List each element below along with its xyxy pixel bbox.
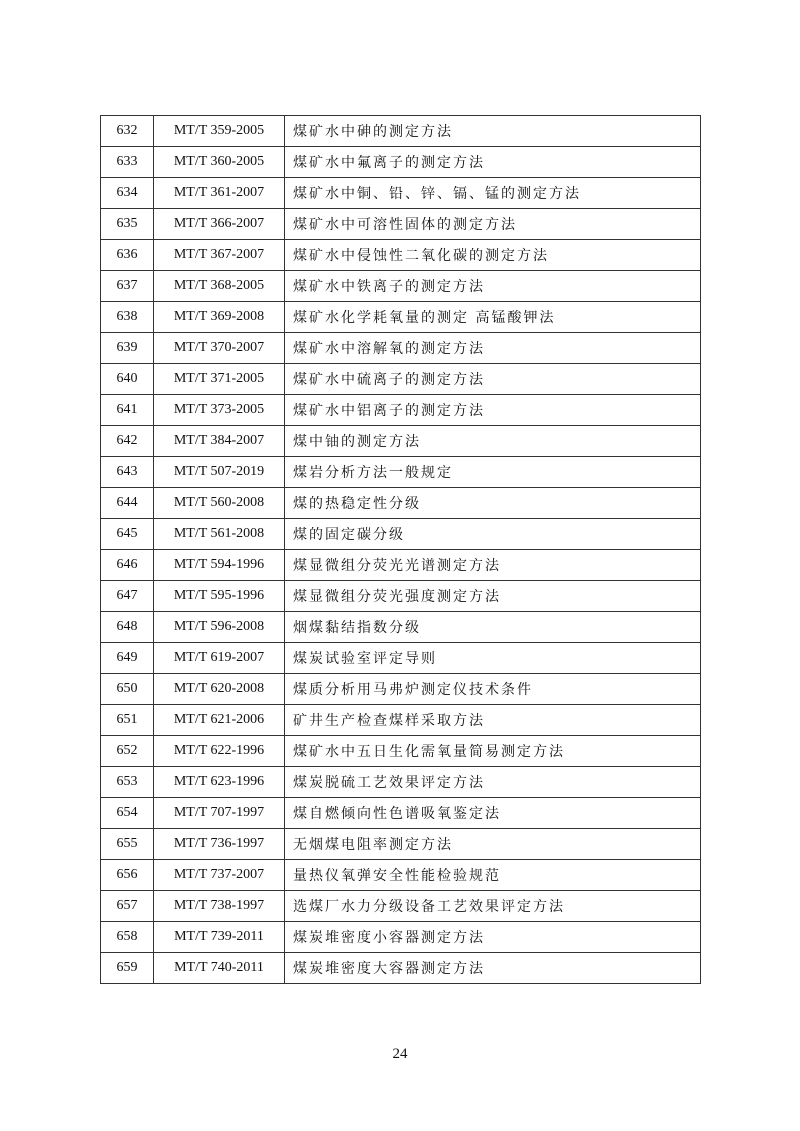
standard-code-cell: MT/T 560-2008 <box>154 488 285 519</box>
standard-title-cell: 无烟煤电阻率测定方法 <box>285 829 701 860</box>
standard-code-cell: MT/T 736-1997 <box>154 829 285 860</box>
table-row <box>101 488 701 519</box>
table-row <box>101 581 701 612</box>
row-number-cell: 647 <box>101 581 154 612</box>
standard-code-cell: MT/T 740-2011 <box>154 953 285 984</box>
standard-code-cell: MT/T 737-2007 <box>154 860 285 891</box>
row-number-cell: 646 <box>101 550 154 581</box>
standard-title-cell: 煤质分析用马弗炉测定仪技术条件 <box>285 674 701 705</box>
standard-title-cell: 煤矿水中铁离子的测定方法 <box>285 271 701 302</box>
row-number-cell: 645 <box>101 519 154 550</box>
row-number-cell: 640 <box>101 364 154 395</box>
standard-title-cell: 煤的热稳定性分级 <box>285 488 701 519</box>
standard-code-cell: MT/T 361-2007 <box>154 178 285 209</box>
table-row <box>101 457 701 488</box>
table-row <box>101 271 701 302</box>
row-number-cell: 653 <box>101 767 154 798</box>
table-row <box>101 519 701 550</box>
standard-title-cell: 量热仪氧弹安全性能检验规范 <box>285 860 701 891</box>
table-row <box>101 240 701 271</box>
row-number-cell: 654 <box>101 798 154 829</box>
standard-title-cell: 煤自燃倾向性色谱吸氧鉴定法 <box>285 798 701 829</box>
standard-code-cell: MT/T 360-2005 <box>154 147 285 178</box>
table-row <box>101 798 701 829</box>
standard-title-cell: 煤矿水中铜、铅、锌、镉、锰的测定方法 <box>285 178 701 209</box>
row-number-cell: 652 <box>101 736 154 767</box>
standard-title-cell: 煤炭脱硫工艺效果评定方法 <box>285 767 701 798</box>
standard-title-cell: 煤矿水中硫离子的测定方法 <box>285 364 701 395</box>
standard-title-cell: 煤矿水中溶解氧的测定方法 <box>285 333 701 364</box>
standard-title-cell: 煤矿水中铝离子的测定方法 <box>285 395 701 426</box>
table-row <box>101 209 701 240</box>
table-row <box>101 333 701 364</box>
standard-title-cell: 煤的固定碳分级 <box>285 519 701 550</box>
standard-code-cell: MT/T 507-2019 <box>154 457 285 488</box>
row-number-cell: 633 <box>101 147 154 178</box>
standard-code-cell: MT/T 373-2005 <box>154 395 285 426</box>
standard-title-cell: 矿井生产检查煤样采取方法 <box>285 705 701 736</box>
standard-code-cell: MT/T 367-2007 <box>154 240 285 271</box>
standard-code-cell: MT/T 622-1996 <box>154 736 285 767</box>
row-number-cell: 642 <box>101 426 154 457</box>
table-row <box>101 147 701 178</box>
table-row <box>101 922 701 953</box>
table-row <box>101 612 701 643</box>
row-number-cell: 637 <box>101 271 154 302</box>
row-number-cell: 644 <box>101 488 154 519</box>
standard-code-cell: MT/T 368-2005 <box>154 271 285 302</box>
standard-title-cell: 煤矿水化学耗氧量的测定 高锰酸钾法 <box>285 302 701 333</box>
standard-title-cell: 煤显微组分荧光光谱测定方法 <box>285 550 701 581</box>
standard-code-cell: MT/T 594-1996 <box>154 550 285 581</box>
standard-code-cell: MT/T 359-2005 <box>154 116 285 147</box>
table-row <box>101 550 701 581</box>
standard-title-cell: 煤矿水中氟离子的测定方法 <box>285 147 701 178</box>
standard-code-cell: MT/T 595-1996 <box>154 581 285 612</box>
standard-title-cell: 煤中铀的测定方法 <box>285 426 701 457</box>
standard-title-cell: 煤显微组分荧光强度测定方法 <box>285 581 701 612</box>
row-number-cell: 639 <box>101 333 154 364</box>
table-row <box>101 643 701 674</box>
standard-code-cell: MT/T 384-2007 <box>154 426 285 457</box>
standard-code-cell: MT/T 561-2008 <box>154 519 285 550</box>
table-row <box>101 891 701 922</box>
row-number-cell: 649 <box>101 643 154 674</box>
row-number-cell: 658 <box>101 922 154 953</box>
table-row <box>101 736 701 767</box>
row-number-cell: 648 <box>101 612 154 643</box>
standard-title-cell: 煤矿水中可溶性固体的测定方法 <box>285 209 701 240</box>
table-row <box>101 302 701 333</box>
row-number-cell: 632 <box>101 116 154 147</box>
table-row <box>101 829 701 860</box>
row-number-cell: 634 <box>101 178 154 209</box>
row-number-cell: 643 <box>101 457 154 488</box>
standard-code-cell: MT/T 707-1997 <box>154 798 285 829</box>
table-row <box>101 674 701 705</box>
standard-code-cell: MT/T 738-1997 <box>154 891 285 922</box>
table-row <box>101 426 701 457</box>
standards-table-body <box>101 116 701 984</box>
standard-code-cell: MT/T 596-2008 <box>154 612 285 643</box>
page-number: 24 <box>392 1046 408 1062</box>
standard-code-cell: MT/T 366-2007 <box>154 209 285 240</box>
row-number-cell: 636 <box>101 240 154 271</box>
row-number-cell: 651 <box>101 705 154 736</box>
standard-code-cell: MT/T 619-2007 <box>154 643 285 674</box>
standard-code-cell: MT/T 739-2011 <box>154 922 285 953</box>
row-number-cell: 659 <box>101 953 154 984</box>
standard-title-cell: 煤炭堆密度小容器测定方法 <box>285 922 701 953</box>
standard-title-cell: 煤炭堆密度大容器测定方法 <box>285 953 701 984</box>
row-number-cell: 641 <box>101 395 154 426</box>
row-number-cell: 656 <box>101 860 154 891</box>
standard-title-cell: 选煤厂水力分级设备工艺效果评定方法 <box>285 891 701 922</box>
standard-title-cell: 煤岩分析方法一般规定 <box>285 457 701 488</box>
table-row <box>101 860 701 891</box>
row-number-cell: 655 <box>101 829 154 860</box>
standard-title-cell: 煤炭试验室评定导则 <box>285 643 701 674</box>
table-row <box>101 953 701 984</box>
table-row <box>101 364 701 395</box>
standards-table <box>100 115 701 984</box>
standard-code-cell: MT/T 623-1996 <box>154 767 285 798</box>
standard-code-cell: MT/T 369-2008 <box>154 302 285 333</box>
row-number-cell: 650 <box>101 674 154 705</box>
row-number-cell: 635 <box>101 209 154 240</box>
standard-code-cell: MT/T 370-2007 <box>154 333 285 364</box>
standard-code-cell: MT/T 620-2008 <box>154 674 285 705</box>
table-row <box>101 116 701 147</box>
row-number-cell: 638 <box>101 302 154 333</box>
table-row <box>101 705 701 736</box>
standard-code-cell: MT/T 371-2005 <box>154 364 285 395</box>
standard-title-cell: 煤矿水中五日生化需氧量简易测定方法 <box>285 736 701 767</box>
table-row <box>101 395 701 426</box>
row-number-cell: 657 <box>101 891 154 922</box>
standard-title-cell: 煤矿水中砷的测定方法 <box>285 116 701 147</box>
standard-code-cell: MT/T 621-2006 <box>154 705 285 736</box>
table-row <box>101 767 701 798</box>
table-row <box>101 178 701 209</box>
standard-title-cell: 煤矿水中侵蚀性二氧化碳的测定方法 <box>285 240 701 271</box>
standard-title-cell: 烟煤黏结指数分级 <box>285 612 701 643</box>
